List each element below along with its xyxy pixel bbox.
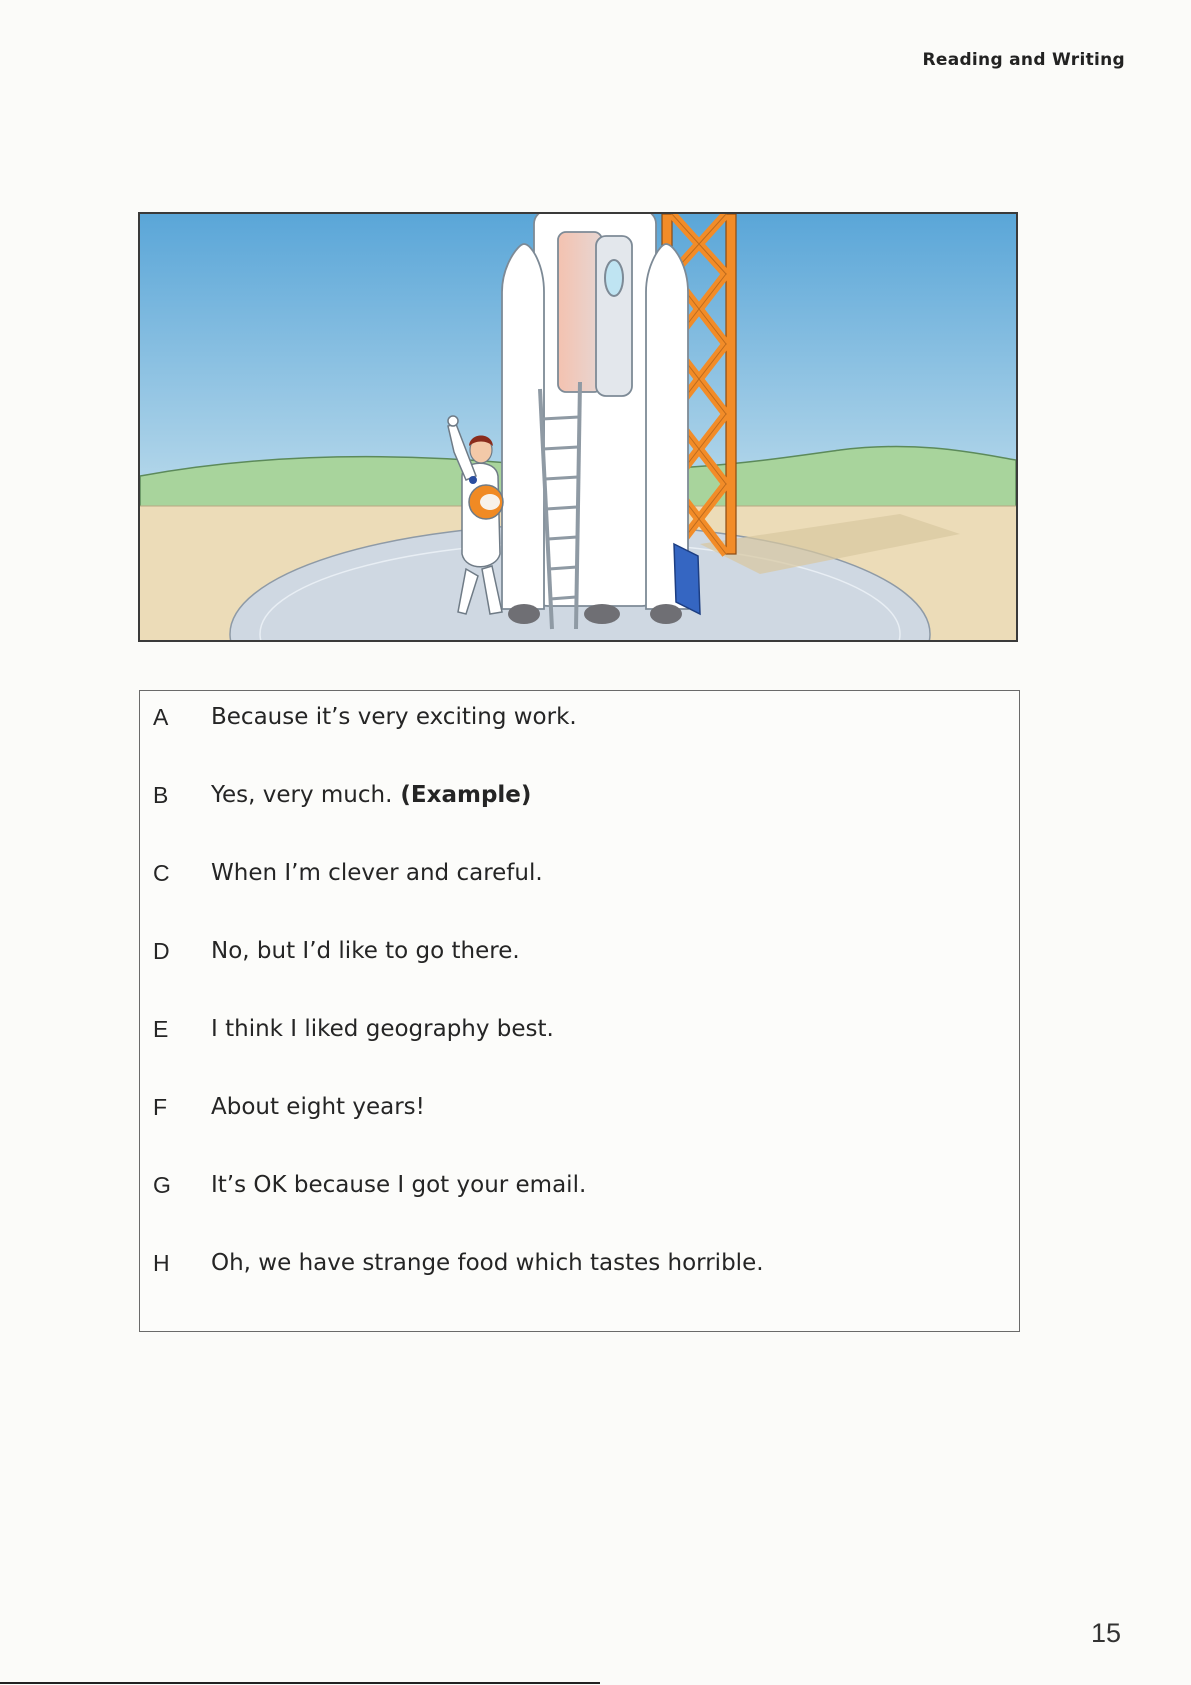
bottom-rule (0, 1682, 600, 1684)
option-text: When I’m clever and careful. (211, 860, 543, 886)
option-g (140, 1165, 586, 1205)
option-text: No, but I’d like to go there. (211, 938, 520, 964)
example-label: (Example) (400, 782, 532, 808)
option-b (140, 775, 531, 815)
section-title: Reading and Writing (922, 50, 1125, 70)
option-letter: F (153, 1093, 168, 1120)
astronaut-rocket-illustration (138, 212, 1018, 642)
option-text: About eight years! (211, 1094, 425, 1120)
option-e (140, 1009, 554, 1049)
option-letter: C (153, 859, 170, 886)
option-letter: A (153, 703, 169, 730)
page-number: 15 (1090, 1618, 1121, 1648)
option-c (140, 853, 543, 893)
option-letter: D (153, 937, 170, 964)
option-letter: B (153, 781, 169, 808)
answer-options-box (139, 690, 1020, 1332)
option-text: Yes, very much. (211, 782, 393, 808)
option-text: It’s OK because I got your email. (211, 1172, 587, 1198)
option-letter: H (153, 1249, 170, 1276)
option-text: Because it’s very exciting work. (211, 704, 577, 730)
option-f (140, 1087, 425, 1127)
option-letter: E (153, 1015, 169, 1042)
rocket (502, 214, 700, 629)
option-text: Oh, we have strange food which tastes horrible. (211, 1250, 764, 1276)
option-h (140, 1243, 764, 1283)
option-letter: G (153, 1171, 171, 1198)
option-d (140, 931, 520, 971)
option-text: I think I liked geography best. (211, 1016, 554, 1042)
option-a (140, 697, 577, 737)
